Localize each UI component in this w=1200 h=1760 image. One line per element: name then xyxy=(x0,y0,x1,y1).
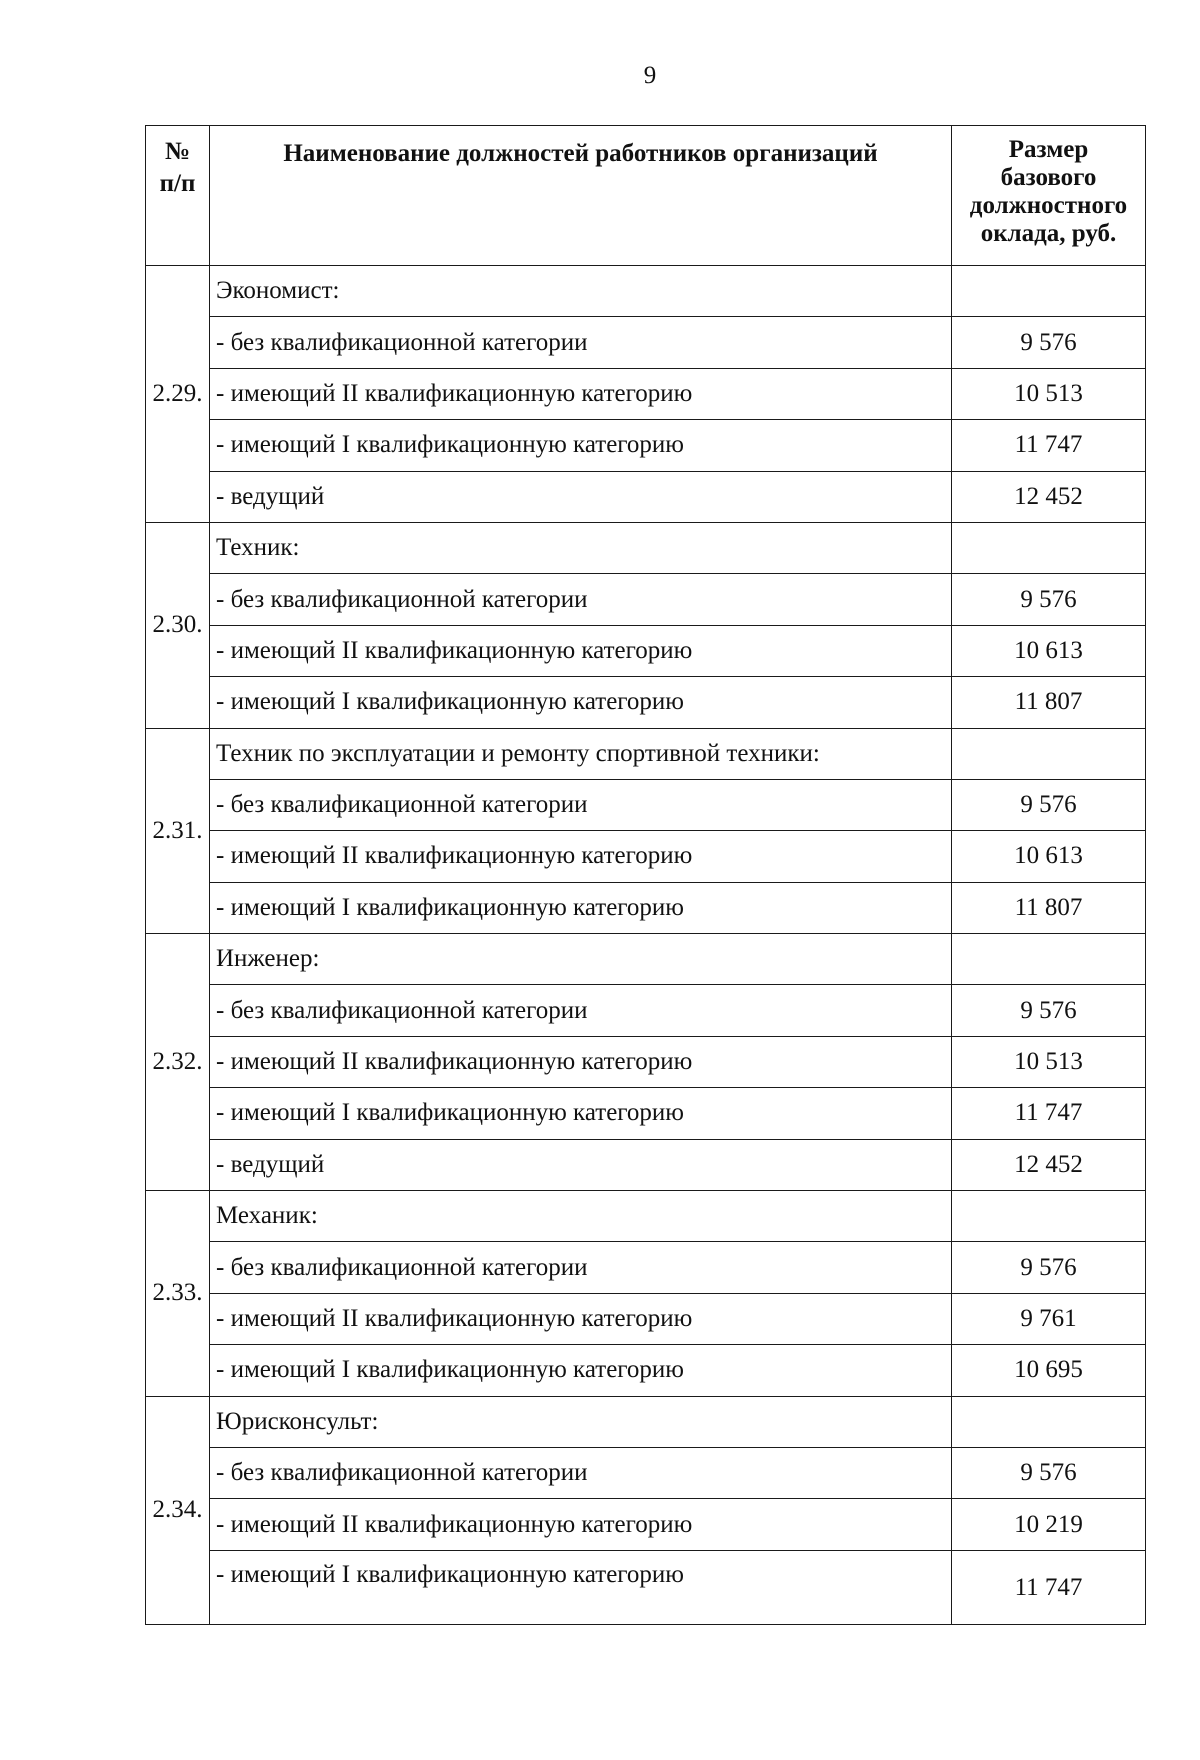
salary-value: 10 695 xyxy=(952,1345,1146,1396)
table-row xyxy=(146,1088,1146,1139)
salary-table xyxy=(145,125,1146,1625)
position-category: - без квалификационной категории xyxy=(210,985,952,1036)
table-row xyxy=(146,420,1146,471)
position-title: Инженер: xyxy=(210,934,952,985)
position-category: - без квалификационной категории xyxy=(210,1242,952,1293)
table-row xyxy=(146,985,1146,1036)
table-row xyxy=(146,831,1146,882)
position-category: - имеющий II квалификационную категорию xyxy=(210,1293,952,1344)
column-header-salary xyxy=(952,126,1146,266)
table-row xyxy=(146,266,1146,317)
table-row xyxy=(146,1242,1146,1293)
position-category: - имеющий II квалификационную категорию xyxy=(210,1036,952,1087)
item-number: 2.31. xyxy=(146,728,210,934)
item-number: 2.30. xyxy=(146,522,210,728)
column-header-salary-line3: должностного xyxy=(969,192,1128,219)
salary-value: 12 452 xyxy=(952,1139,1146,1190)
salary-value: 10 513 xyxy=(952,1036,1146,1087)
salary-value: 11 807 xyxy=(952,677,1146,728)
salary-value xyxy=(952,522,1146,573)
table-row xyxy=(146,1447,1146,1498)
position-category: - имеющий II квалификационную категорию xyxy=(210,625,952,676)
salary-value: 9 576 xyxy=(952,574,1146,625)
position-category: - без квалификационной категории xyxy=(210,574,952,625)
table-row xyxy=(146,625,1146,676)
salary-value xyxy=(952,934,1146,985)
table-row xyxy=(146,1036,1146,1087)
table-row xyxy=(146,728,1146,779)
position-title: Техник по эксплуатации и ремонту спортивной техники: xyxy=(210,728,952,779)
table-row xyxy=(146,317,1146,368)
position-category: - без квалификационной категории xyxy=(210,779,952,830)
table-row xyxy=(146,779,1146,830)
table-row xyxy=(146,368,1146,419)
salary-value: 9 761 xyxy=(952,1293,1146,1344)
position-category: - имеющий I квалификационную категорию xyxy=(210,1345,952,1396)
column-header-number-line1: № xyxy=(164,138,191,165)
table-row xyxy=(146,882,1146,933)
salary-value: 9 576 xyxy=(952,1242,1146,1293)
table-row xyxy=(146,1499,1146,1550)
table-row xyxy=(146,574,1146,625)
salary-value xyxy=(952,1191,1146,1242)
position-category: - имеющий I квалификационную категорию xyxy=(210,882,952,933)
position-category: - имеющий I квалификационную категорию xyxy=(210,677,952,728)
table-row xyxy=(146,1139,1146,1190)
salary-value: 11 747 xyxy=(952,1550,1146,1624)
item-number: 2.29. xyxy=(146,266,210,523)
salary-value: 12 452 xyxy=(952,471,1146,522)
table-header-row xyxy=(146,126,1146,266)
salary-value: 11 747 xyxy=(952,1088,1146,1139)
position-category: - без квалификационной категории xyxy=(210,317,952,368)
table-row xyxy=(146,1396,1146,1447)
salary-value: 9 576 xyxy=(952,779,1146,830)
table-row xyxy=(146,1293,1146,1344)
column-header-salary-line4: оклада, руб. xyxy=(980,220,1117,247)
table-row xyxy=(146,677,1146,728)
position-title: Экономист: xyxy=(210,266,952,317)
salary-value: 9 576 xyxy=(952,317,1146,368)
position-category: - ведущий xyxy=(210,1139,952,1190)
position-category: - имеющий I квалификационную категорию xyxy=(210,1088,952,1139)
salary-value: 10 613 xyxy=(952,625,1146,676)
salary-value: 11 807 xyxy=(952,882,1146,933)
position-category: - имеющий I квалификационную категорию xyxy=(210,1550,952,1624)
position-title: Юрисконсульт: xyxy=(210,1396,952,1447)
salary-value: 10 513 xyxy=(952,368,1146,419)
salary-value: 9 576 xyxy=(952,985,1146,1036)
table-row xyxy=(146,934,1146,985)
salary-value: 10 613 xyxy=(952,831,1146,882)
table-row xyxy=(146,1345,1146,1396)
salary-value: 9 576 xyxy=(952,1447,1146,1498)
position-category: - имеющий II квалификационную категорию xyxy=(210,831,952,882)
position-category: - имеющий II квалификационную категорию xyxy=(210,368,952,419)
column-header-number-line2: п/п xyxy=(159,170,196,197)
column-header-position: Наименование должностей работников организаций xyxy=(210,126,952,266)
table-row xyxy=(146,1191,1146,1242)
position-category: - имеющий I квалификационную категорию xyxy=(210,420,952,471)
position-category: - ведущий xyxy=(210,471,952,522)
salary-value xyxy=(952,266,1146,317)
table-row xyxy=(146,522,1146,573)
table-row xyxy=(146,471,1146,522)
page-number: 9 xyxy=(643,62,657,89)
salary-value: 11 747 xyxy=(952,420,1146,471)
table-row xyxy=(146,1550,1146,1624)
column-header-salary-line2: базового xyxy=(1000,164,1097,191)
salary-value xyxy=(952,1396,1146,1447)
position-category: - без квалификационной категории xyxy=(210,1447,952,1498)
item-number: 2.33. xyxy=(146,1191,210,1397)
salary-value xyxy=(952,728,1146,779)
table-body xyxy=(146,266,1146,1625)
column-header-number xyxy=(146,126,210,266)
position-title: Механик: xyxy=(210,1191,952,1242)
salary-value: 10 219 xyxy=(952,1499,1146,1550)
column-header-salary-line1: Размер xyxy=(1008,136,1089,163)
position-title: Техник: xyxy=(210,522,952,573)
item-number: 2.32. xyxy=(146,934,210,1191)
position-category: - имеющий II квалификационную категорию xyxy=(210,1499,952,1550)
item-number: 2.34. xyxy=(146,1396,210,1624)
